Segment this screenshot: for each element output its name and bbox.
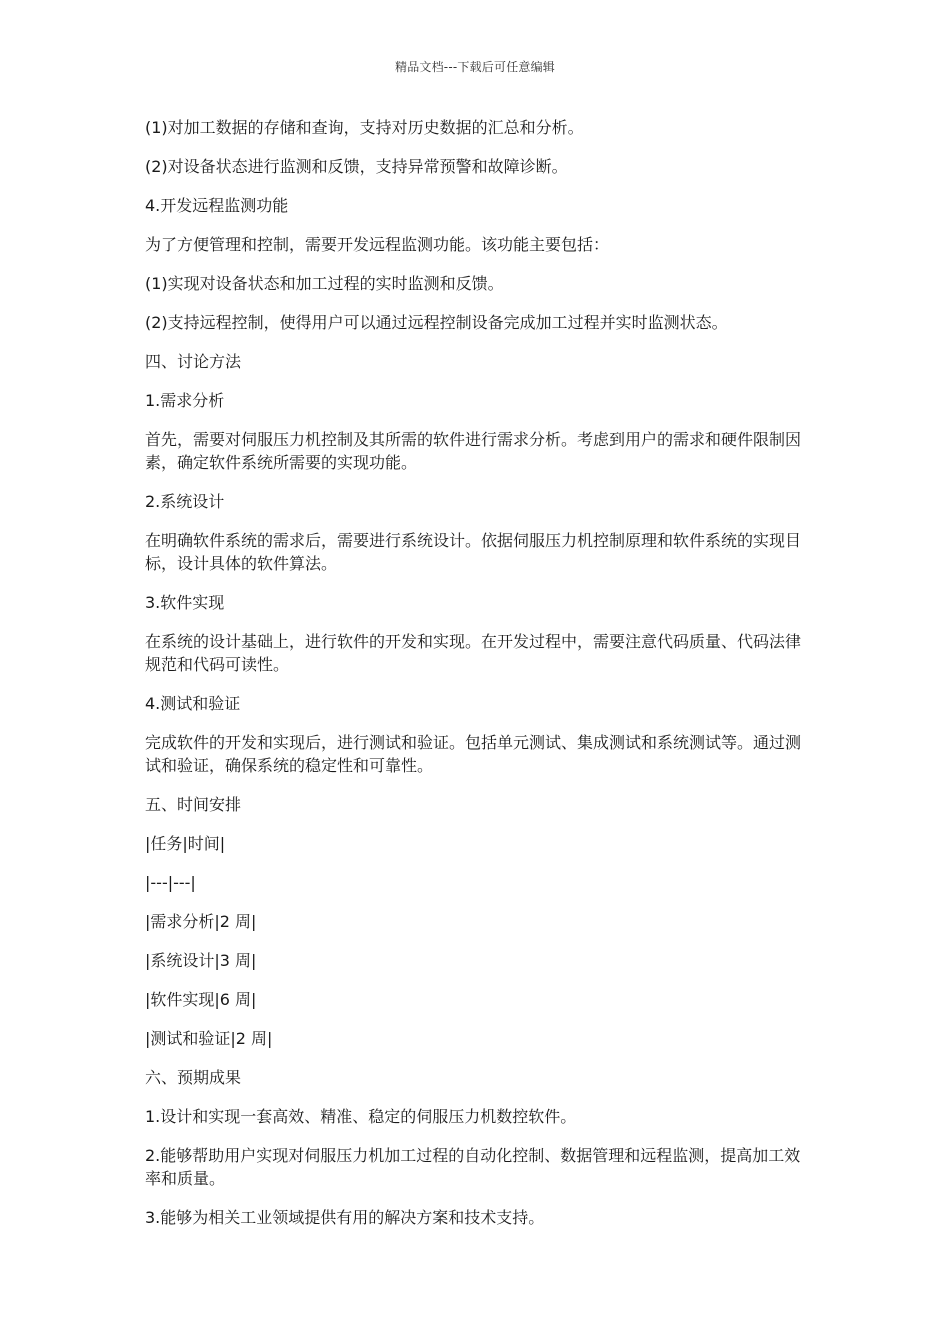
document-body bbox=[145, 116, 810, 1245]
schedule-row-design: |系统设计|3 周| bbox=[145, 951, 257, 970]
paragraph-device-monitoring: (2)对设备状态进行监测和反馈，支持异常预警和故障诊断。 bbox=[145, 157, 568, 176]
paragraph-outcome-1: 1.设计和实现一套高效、精准、稳定的伺服压力机数控软件。 bbox=[145, 1107, 577, 1126]
section-heading-testing: 4.测试和验证 bbox=[145, 694, 241, 713]
paragraph-testing: 完成软件的开发和实现后，进行测试和验证。包括单元测试、集成测试和系统测试等。通过测试和验证，确保系统的稳定性和可靠性。 bbox=[145, 733, 802, 775]
section-heading-remote-monitoring: 4.开发远程监测功能 bbox=[145, 196, 289, 215]
chapter-heading-schedule: 五、时间安排 bbox=[145, 795, 242, 814]
chapter-heading-methods: 四、讨论方法 bbox=[145, 352, 242, 371]
schedule-row-testing: |测试和验证|2 周| bbox=[145, 1029, 273, 1048]
paragraph-implementation: 在系统的设计基础上，进行软件的开发和实现。在开发过程中，需要注意代码质量、代码法律规范和代码可读性。 bbox=[145, 632, 802, 674]
paragraph-requirements: 首先，需要对伺服压力机控制及其所需的软件进行需求分析。考虑到用户的需求和硬件限制因素，确定软件系统所需要的实现功能。 bbox=[145, 430, 802, 472]
paragraph-remote-control: (2)支持远程控制，使得用户可以通过远程控制设备完成加工过程并实时监测状态。 bbox=[145, 313, 728, 332]
section-heading-system-design: 2.系统设计 bbox=[145, 492, 225, 511]
schedule-row-requirements: |需求分析|2 周| bbox=[145, 912, 257, 931]
chapter-heading-outcomes: 六、预期成果 bbox=[145, 1068, 242, 1087]
paragraph-outcome-3: 3.能够为相关工业领域提供有用的解决方案和技术支持。 bbox=[145, 1208, 545, 1227]
section-heading-implementation: 3.软件实现 bbox=[145, 593, 225, 612]
schedule-row-implementation: |软件实现|6 周| bbox=[145, 990, 257, 1009]
paragraph-system-design: 在明确软件系统的需求后，需要进行系统设计。依据伺服压力机控制原理和软件系统的实现目标，设计具体的软件算法。 bbox=[145, 531, 802, 573]
page-header: 精品文档---下载后可任意编辑 bbox=[395, 60, 555, 74]
paragraph-realtime-monitoring: (1)实现对设备状态和加工过程的实时监测和反馈。 bbox=[145, 274, 504, 293]
section-heading-requirements: 1.需求分析 bbox=[145, 391, 225, 410]
paragraph-storage-query: (1)对加工数据的存储和查询，支持对历史数据的汇总和分析。 bbox=[145, 118, 584, 137]
paragraph-outcome-2: 2.能够帮助用户实现对伺服压力机加工过程的自动化控制、数据管理和远程监测，提高加工效率和质量。 bbox=[145, 1146, 801, 1188]
schedule-table-header: |任务|时间| bbox=[145, 834, 226, 853]
schedule-table-separator: |---|---| bbox=[145, 873, 196, 892]
paragraph-remote-intro: 为了方便管理和控制，需要开发远程监测功能。该功能主要包括： bbox=[145, 235, 610, 254]
